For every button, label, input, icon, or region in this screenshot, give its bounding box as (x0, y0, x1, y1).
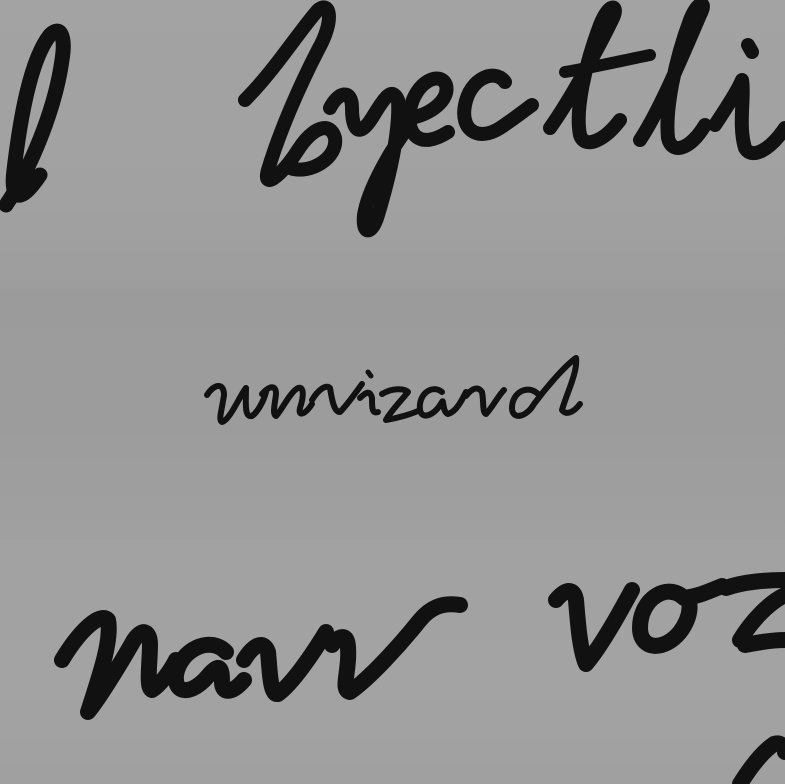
word-top (245, 4, 785, 230)
word-top-left-fragment (6, 31, 63, 205)
word-bottom-left (62, 604, 460, 712)
word-center (207, 358, 580, 422)
word-bottom-right (556, 580, 785, 784)
